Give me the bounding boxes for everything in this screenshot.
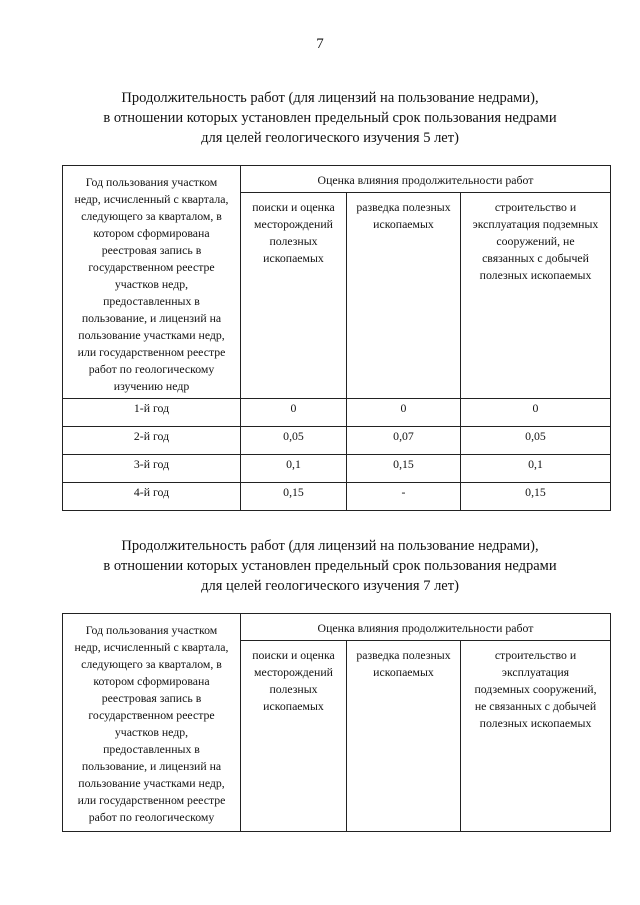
- value-text: 0,07: [393, 429, 414, 443]
- section1-heading: [60, 88, 600, 148]
- value-text: 0,15: [393, 457, 414, 471]
- table-row: [63, 427, 611, 455]
- header-line: ископаемых: [373, 217, 434, 231]
- header-line: поиски и оценка: [252, 648, 335, 662]
- header-line: эксплуатация: [501, 665, 570, 679]
- value-cell: [347, 455, 461, 483]
- header-line: реестровая запись в: [101, 691, 202, 705]
- value-cell: [461, 483, 611, 511]
- header-line: строительство и: [494, 648, 577, 662]
- header-line: следующего за кварталом, в: [81, 657, 222, 671]
- value-cell: [347, 399, 461, 427]
- value-cell: [241, 399, 347, 427]
- table-row: [63, 399, 611, 427]
- header-line: или государственном реестре: [77, 793, 226, 807]
- header-line: участков недр,: [114, 277, 189, 291]
- year-cell: [63, 455, 241, 483]
- header-line: предоставленных в: [103, 742, 200, 756]
- value-text: -: [401, 485, 406, 499]
- value-text: 0,1: [528, 457, 543, 471]
- section2-heading: [60, 536, 600, 596]
- header-line: Год пользования участком: [85, 175, 218, 189]
- year-cell: [63, 483, 241, 511]
- header-line: не связанных с добычей: [474, 699, 597, 713]
- table-row: [63, 483, 611, 511]
- header-line: участков недр,: [114, 725, 189, 739]
- header-line: разведка полезных: [356, 200, 451, 214]
- header-line: ископаемых: [263, 251, 324, 265]
- value-cell: [461, 455, 611, 483]
- year-label: 2-й год: [133, 429, 170, 443]
- header-line: недр, исчисленный с квартала,: [74, 640, 229, 654]
- header-line: работ по геологическому: [88, 810, 215, 824]
- page-number: 7: [316, 36, 324, 52]
- header-line: полезных ископаемых: [479, 268, 592, 282]
- value-text: 0,1: [286, 457, 301, 471]
- value-text: 0: [400, 401, 407, 415]
- subheader-exploration: [241, 193, 347, 399]
- header-line: полезных: [269, 682, 318, 696]
- year-label: 1-й год: [133, 401, 170, 415]
- header-line: котором сформирована: [93, 674, 210, 688]
- value-text: 0,05: [525, 429, 546, 443]
- header-line: пользование участками недр,: [78, 328, 225, 342]
- value-cell: [241, 427, 347, 455]
- subheader-construction: [461, 193, 611, 399]
- header-line: связанных с добычей: [482, 251, 589, 265]
- heading-line: Продолжительность работ (для лицензий на пользование недрами),: [121, 538, 539, 554]
- header-line: следующего за кварталом, в: [81, 209, 222, 223]
- header-line: сооружений, не: [496, 234, 575, 248]
- year-cell: [63, 427, 241, 455]
- header-line: государственном реестре: [88, 260, 215, 274]
- value-cell: [241, 483, 347, 511]
- value-cell: [461, 427, 611, 455]
- value-cell: [461, 399, 611, 427]
- header-line: государственном реестре: [88, 708, 215, 722]
- value-cell: [347, 427, 461, 455]
- heading-line: для целей геологического изучения 5 лет): [201, 130, 459, 146]
- value-cell: [241, 455, 347, 483]
- header-line: ископаемых: [373, 665, 434, 679]
- header-line: или государственном реестре: [77, 345, 226, 359]
- table-7-years: [62, 613, 611, 832]
- subheader-prospecting: [347, 641, 461, 832]
- year-column-header: [63, 166, 241, 399]
- header-line: котором сформирована: [93, 226, 210, 240]
- value-text: 0,15: [525, 485, 546, 499]
- impact-group-header: Оценка влияния продолжительности работ: [241, 166, 611, 193]
- header-line: подземных сооружений,: [474, 682, 597, 696]
- value-text: 0: [290, 401, 297, 415]
- heading-line: Продолжительность работ (для лицензий на пользование недрами),: [121, 90, 539, 106]
- year-column-header: [63, 614, 241, 832]
- header-line: пользование участками недр,: [78, 776, 225, 790]
- header-line: пользование, и лицензий на: [81, 311, 222, 325]
- value-text: 0: [532, 401, 539, 415]
- table-row: [63, 455, 611, 483]
- heading-line: в отношении которых установлен предельный срок пользования недрами: [103, 558, 557, 574]
- year-label: 3-й год: [133, 457, 170, 471]
- header-line: изучению недр: [113, 379, 190, 393]
- header-line: полезных ископаемых: [479, 716, 592, 730]
- heading-line: в отношении которых установлен предельный срок пользования недрами: [103, 110, 557, 126]
- header-line: месторождений: [254, 665, 333, 679]
- header-line: работ по геологическому: [88, 362, 215, 376]
- header-line: предоставленных в: [103, 294, 200, 308]
- header-line: Год пользования участком: [85, 623, 218, 637]
- header-line: строительство и: [494, 200, 577, 214]
- header-line: пользование, и лицензий на: [81, 759, 222, 773]
- header-line: разведка полезных: [356, 648, 451, 662]
- subheader-prospecting: [347, 193, 461, 399]
- year-label: 4-й год: [133, 485, 170, 499]
- value-text: 0,05: [283, 429, 304, 443]
- subheader-exploration: [241, 641, 347, 832]
- table-5-years: [62, 165, 611, 511]
- header-line: эксплуатация подземных: [472, 217, 599, 231]
- header-line: ископаемых: [263, 699, 324, 713]
- header-line: реестровая запись в: [101, 243, 202, 257]
- header-line: месторождений: [254, 217, 333, 231]
- value-cell: [347, 483, 461, 511]
- impact-group-header: Оценка влияния продолжительности работ: [241, 614, 611, 641]
- header-line: недр, исчисленный с квартала,: [74, 192, 229, 206]
- header-line: полезных: [269, 234, 318, 248]
- heading-line: для целей геологического изучения 7 лет): [201, 578, 459, 594]
- value-text: 0,15: [283, 485, 304, 499]
- year-cell: [63, 399, 241, 427]
- header-line: поиски и оценка: [252, 200, 335, 214]
- subheader-construction: [461, 641, 611, 832]
